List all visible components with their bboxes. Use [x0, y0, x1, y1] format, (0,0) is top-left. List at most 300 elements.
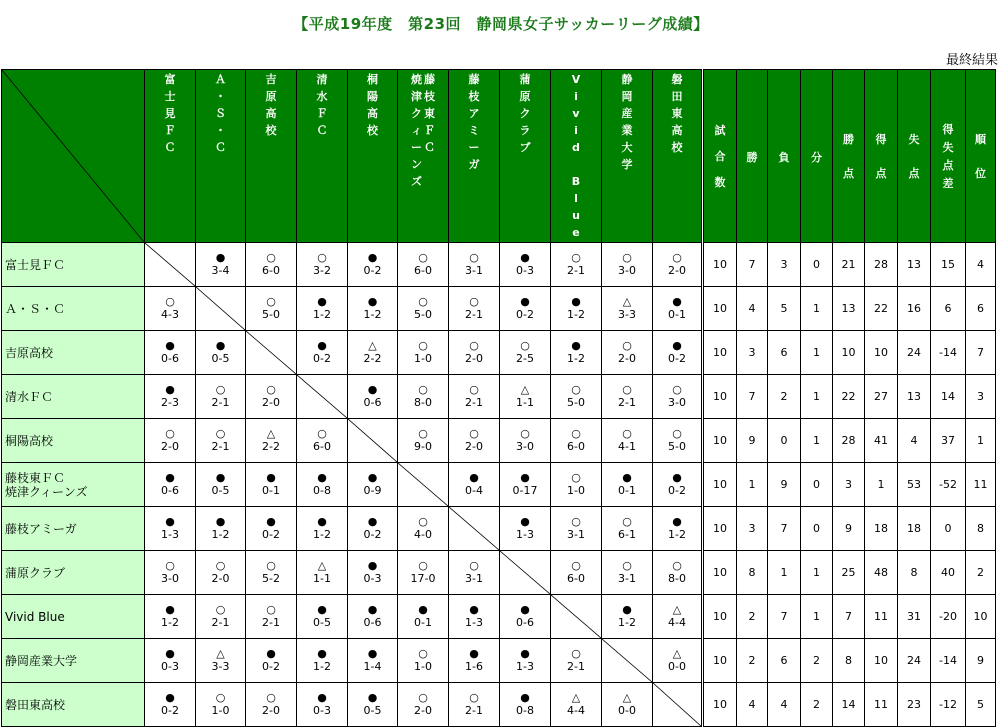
column-header [246, 70, 297, 243]
result-cell [449, 551, 500, 595]
result-cell [145, 507, 196, 551]
result-score: 0-2 [262, 528, 280, 541]
result-symbol: ○ [672, 559, 682, 572]
result-score: 1-0 [567, 484, 585, 497]
stat-cell: 7 [737, 243, 768, 287]
result-symbol: ● [266, 471, 276, 484]
result-cell [348, 331, 398, 375]
result-score: 0-5 [211, 352, 230, 365]
stat-cell: 0 [931, 507, 966, 551]
corner-cell [2, 70, 145, 243]
column-header [348, 70, 398, 243]
result-score: 2-1 [567, 660, 585, 673]
result-score: 9-0 [414, 440, 432, 453]
result-symbol: ● [165, 647, 175, 660]
team-name-cell [2, 375, 145, 419]
result-symbol: ● [165, 603, 175, 616]
result-score: 4-3 [161, 308, 179, 321]
result-symbol: ● [469, 603, 479, 616]
stat-header [898, 70, 931, 243]
result-score: 0-2 [363, 528, 382, 541]
stat-cell: 40 [931, 551, 966, 595]
stat-cell: 24 [898, 331, 931, 375]
stat-cell: 10 [966, 595, 996, 639]
team-name: 焼津クィーンズ [5, 484, 88, 499]
stat-cell: 7 [966, 331, 996, 375]
result-score: 0-0 [668, 660, 686, 673]
stat-cell: -20 [931, 595, 966, 639]
stat-cell: 0 [801, 243, 833, 287]
stat-cell: 48 [865, 551, 898, 595]
result-cell [145, 463, 196, 507]
result-cell [449, 419, 500, 463]
result-score: 1-2 [313, 528, 331, 541]
stat-cell: 53 [898, 463, 931, 507]
result-cell [551, 551, 602, 595]
result-score: 1-0 [211, 704, 230, 717]
result-symbol: ○ [469, 251, 479, 264]
stat-cell: 14 [833, 683, 865, 727]
result-score: 0-3 [161, 660, 179, 673]
column-header-label: 藤 枝 ア ミ ー ガ [468, 73, 480, 171]
result-cell [398, 243, 449, 287]
result-score: 4-4 [567, 704, 585, 717]
result-cell [551, 243, 602, 287]
result-score: 3-3 [618, 308, 636, 321]
result-symbol: ● [367, 471, 378, 484]
result-score: 0-6 [363, 396, 382, 409]
stat-cell: 0 [801, 463, 833, 507]
result-symbol: ○ [418, 427, 428, 440]
result-cell [449, 287, 500, 331]
column-header [297, 70, 348, 243]
result-score: 3-0 [516, 440, 534, 453]
result-symbol: ● [367, 691, 378, 704]
result-cell [348, 551, 398, 595]
stat-cell: -14 [931, 639, 966, 683]
stat-header [737, 70, 768, 243]
stat-cell: 11 [865, 595, 898, 639]
column-header-label: V i v i d B l u e [571, 73, 581, 239]
stat-cell: 5 [768, 287, 801, 331]
result-cell [246, 463, 297, 507]
result-cell [449, 331, 500, 375]
result-symbol: △ [672, 603, 682, 616]
result-cell [196, 639, 246, 683]
stat-cell: 10 [703, 551, 737, 595]
result-cell [348, 375, 398, 419]
result-symbol: ● [571, 295, 581, 308]
stat-cell: 10 [703, 683, 737, 727]
table-row [2, 243, 996, 287]
result-cell [196, 683, 246, 727]
stat-cell: 7 [833, 595, 865, 639]
stat-header [966, 70, 996, 243]
table-row [2, 683, 996, 727]
table-row [2, 375, 996, 419]
result-symbol: ○ [418, 339, 428, 352]
stat-header-label: 負 [778, 150, 790, 164]
result-score: 0-1 [414, 616, 432, 629]
result-cell [398, 595, 449, 639]
result-score: 0-3 [313, 704, 331, 717]
column-header-label: 静 岡 産 業 大 学 [621, 73, 633, 171]
stat-cell: 15 [931, 243, 966, 287]
stat-cell: -12 [931, 683, 966, 727]
result-symbol: ○ [571, 647, 581, 660]
stat-cell: 6 [768, 639, 801, 683]
stat-cell: -52 [931, 463, 966, 507]
result-score: 5-0 [262, 308, 280, 321]
stat-cell: 1 [865, 463, 898, 507]
result-score: 0-1 [262, 484, 280, 497]
diagonal-cell [500, 551, 551, 595]
result-symbol: ○ [266, 383, 276, 396]
result-score: 2-0 [465, 352, 483, 365]
result-cell [602, 331, 653, 375]
final-results-label: 最終結果 [945, 53, 998, 68]
result-score: 1-3 [161, 528, 179, 541]
result-cell [297, 595, 348, 639]
stat-cell: 37 [931, 419, 966, 463]
result-score: 2-3 [161, 396, 179, 409]
result-symbol: ○ [469, 559, 479, 572]
diagonal-cell [602, 639, 653, 683]
result-symbol: ○ [418, 691, 428, 704]
result-score: 5-0 [414, 308, 432, 321]
stat-cell: 10 [703, 243, 737, 287]
table-row [2, 595, 996, 639]
stat-cell: 10 [833, 331, 865, 375]
stat-cell: 9 [737, 419, 768, 463]
stat-cell: 6 [966, 287, 996, 331]
result-score: 2-2 [262, 440, 280, 453]
result-symbol: ● [317, 515, 327, 528]
team-name-cell [2, 419, 145, 463]
stat-cell: 1 [801, 419, 833, 463]
result-cell [398, 331, 449, 375]
table-row [2, 331, 996, 375]
result-cell [602, 463, 653, 507]
result-score: 2-0 [161, 440, 179, 453]
stat-cell: -14 [931, 331, 966, 375]
result-symbol: ○ [469, 295, 479, 308]
result-symbol: ○ [215, 603, 226, 616]
result-cell [348, 287, 398, 331]
team-name: 清水ＦＣ [5, 389, 54, 404]
result-symbol: ● [215, 515, 226, 528]
stat-cell: 8 [833, 639, 865, 683]
stat-cell: 21 [833, 243, 865, 287]
stat-header-label: 順 位 [975, 133, 986, 180]
result-symbol: ● [520, 515, 530, 528]
result-symbol: ● [317, 647, 327, 660]
team-name-cell [2, 595, 145, 639]
result-cell [398, 551, 449, 595]
result-score: 2-0 [414, 704, 432, 717]
result-cell [196, 551, 246, 595]
result-symbol: ● [367, 383, 378, 396]
stat-cell: 31 [898, 595, 931, 639]
stat-cell: 1 [966, 419, 996, 463]
result-cell [196, 463, 246, 507]
result-score: 6-0 [567, 572, 585, 585]
stat-cell: 6 [931, 287, 966, 331]
stat-cell: 1 [801, 287, 833, 331]
result-symbol: ○ [571, 471, 581, 484]
result-symbol: ● [317, 471, 327, 484]
team-name: 磐田東高校 [5, 697, 66, 712]
result-cell [348, 595, 398, 639]
result-cell [653, 463, 703, 507]
result-symbol: ● [469, 647, 479, 660]
stat-cell: 2 [737, 595, 768, 639]
stat-cell: 10 [703, 287, 737, 331]
team-name-cell [2, 639, 145, 683]
result-cell [145, 419, 196, 463]
stat-cell: 10 [703, 331, 737, 375]
stat-cell: 22 [833, 375, 865, 419]
result-symbol: ○ [418, 383, 428, 396]
stat-header-label: 勝 点 [843, 133, 854, 180]
result-symbol: ○ [672, 251, 682, 264]
result-cell [297, 287, 348, 331]
team-name-cell [2, 243, 145, 287]
stat-cell: 28 [833, 419, 865, 463]
diagonal-cell [551, 595, 602, 639]
result-cell [196, 507, 246, 551]
result-symbol: ● [520, 251, 530, 264]
result-cell [602, 287, 653, 331]
stat-cell: 2 [737, 639, 768, 683]
column-header-label: 桐 陽 高 校 [367, 73, 378, 137]
result-symbol: ○ [622, 515, 632, 528]
result-symbol: ● [418, 603, 428, 616]
result-cell [551, 331, 602, 375]
result-score: 4-0 [414, 528, 432, 541]
result-score: 6-0 [313, 440, 331, 453]
result-cell [145, 331, 196, 375]
diagonal-cell [196, 287, 246, 331]
result-cell [297, 331, 348, 375]
result-symbol: ● [367, 251, 378, 264]
stat-header-label: 試 合 数 [714, 124, 726, 189]
table-row [2, 551, 996, 595]
table-row [2, 463, 996, 507]
stat-cell: 25 [833, 551, 865, 595]
result-symbol: ● [266, 647, 276, 660]
result-score: 2-1 [211, 440, 230, 453]
result-score: 0-17 [512, 484, 538, 497]
result-score: 1-3 [516, 660, 534, 673]
result-score: 3-1 [567, 528, 585, 541]
result-score: 1-2 [363, 308, 382, 321]
result-score: 1-2 [567, 308, 585, 321]
stat-cell: 1 [801, 375, 833, 419]
result-symbol: ○ [165, 427, 175, 440]
result-cell [398, 419, 449, 463]
team-name: Ａ・Ｓ・Ｃ [5, 301, 66, 316]
result-score: 1-2 [567, 352, 585, 365]
diagonal-cell [398, 463, 449, 507]
result-score: 0-5 [211, 484, 230, 497]
result-cell [551, 507, 602, 551]
result-cell [348, 243, 398, 287]
stat-cell: 3 [966, 375, 996, 419]
result-symbol: ○ [571, 251, 581, 264]
result-cell [449, 243, 500, 287]
result-symbol: ● [317, 603, 327, 616]
result-score: 0-1 [668, 308, 686, 321]
result-symbol: ● [672, 471, 682, 484]
stat-cell: 13 [898, 243, 931, 287]
result-cell [196, 243, 246, 287]
result-symbol: ○ [165, 559, 175, 572]
result-score: 6-1 [618, 528, 636, 541]
stat-cell: 22 [865, 287, 898, 331]
result-score: 3-2 [313, 264, 331, 277]
result-cell [196, 419, 246, 463]
result-cell [246, 595, 297, 639]
team-name: 静岡産業大学 [5, 653, 78, 668]
stat-cell: 13 [833, 287, 865, 331]
team-name: 吉原高校 [5, 345, 54, 360]
result-symbol: ● [266, 515, 276, 528]
result-symbol: ○ [622, 383, 632, 396]
result-symbol: ○ [418, 515, 428, 528]
result-symbol: ○ [266, 295, 276, 308]
result-symbol: △ [672, 647, 682, 660]
stat-header [865, 70, 898, 243]
result-cell [246, 683, 297, 727]
result-score: 0-6 [363, 616, 382, 629]
result-symbol: ● [165, 383, 175, 396]
table-row [2, 639, 996, 683]
table-row [2, 507, 996, 551]
stat-header [801, 70, 833, 243]
result-symbol: ● [367, 603, 378, 616]
result-symbol: ○ [215, 427, 226, 440]
result-cell [297, 507, 348, 551]
result-cell [602, 375, 653, 419]
result-symbol: ○ [266, 251, 276, 264]
stat-cell: 8 [737, 551, 768, 595]
result-score: 3-1 [618, 572, 636, 585]
result-symbol: ● [317, 339, 327, 352]
diagonal-cell [297, 375, 348, 419]
result-symbol: ○ [469, 427, 479, 440]
result-score: 1-1 [313, 572, 331, 585]
stat-cell: 3 [768, 243, 801, 287]
column-header-label: 焼 津 ク ィ ー ン ズ [411, 73, 422, 188]
result-score: 0-2 [668, 352, 686, 365]
column-header [653, 70, 703, 243]
column-header-label: 蒲 原 ク ラ ブ [519, 73, 531, 154]
stat-cell: 3 [737, 331, 768, 375]
result-symbol: ○ [571, 515, 581, 528]
result-symbol: ● [165, 691, 175, 704]
stat-cell: 24 [898, 639, 931, 683]
result-symbol: ○ [571, 383, 581, 396]
stat-cell: 10 [703, 507, 737, 551]
column-header-label: 清 水 Ｆ Ｃ [316, 73, 328, 137]
result-cell [500, 507, 551, 551]
stat-cell: 1 [768, 551, 801, 595]
result-symbol: ● [520, 295, 530, 308]
result-cell [145, 639, 196, 683]
result-score: 0-3 [363, 572, 382, 585]
result-symbol: △ [571, 691, 581, 704]
result-score: 2-0 [262, 704, 280, 717]
result-cell [348, 639, 398, 683]
result-cell [297, 243, 348, 287]
result-score: 2-1 [465, 308, 483, 321]
stat-cell: 0 [801, 507, 833, 551]
result-score: 2-1 [465, 704, 483, 717]
column-header [500, 70, 551, 243]
result-cell [602, 243, 653, 287]
result-score: 0-6 [516, 616, 534, 629]
result-symbol: ● [672, 295, 682, 308]
result-score: 0-1 [618, 484, 636, 497]
result-cell [602, 419, 653, 463]
result-cell [449, 375, 500, 419]
stat-cell: 2 [801, 639, 833, 683]
stat-cell: 41 [865, 419, 898, 463]
stat-header-label: 得 点 [875, 133, 887, 180]
result-symbol: ○ [418, 647, 428, 660]
stat-cell: 4 [898, 419, 931, 463]
result-cell [551, 375, 602, 419]
result-symbol: ● [165, 471, 175, 484]
column-header [398, 70, 449, 243]
result-cell [145, 375, 196, 419]
result-cell [246, 419, 297, 463]
result-cell [196, 595, 246, 639]
result-symbol: ● [469, 471, 479, 484]
result-symbol: ● [520, 647, 530, 660]
stat-cell: 18 [898, 507, 931, 551]
diagonal-cell [348, 419, 398, 463]
stat-cell: 2 [768, 375, 801, 419]
result-score: 1-3 [516, 528, 534, 541]
result-score: 0-5 [313, 616, 331, 629]
result-score: 0-6 [161, 352, 179, 365]
result-score: 0-8 [516, 704, 534, 717]
result-symbol: ○ [317, 427, 327, 440]
diagonal-cell [246, 331, 297, 375]
result-score: 8-0 [414, 396, 432, 409]
result-score: 0-9 [363, 484, 382, 497]
column-header-label: Ａ ・ Ｓ ・ Ｃ [215, 73, 226, 154]
result-score: 5-0 [668, 440, 686, 453]
result-cell [348, 683, 398, 727]
stat-cell: 7 [768, 595, 801, 639]
result-cell [500, 331, 551, 375]
stat-cell: 2 [966, 551, 996, 595]
stat-cell: 1 [801, 595, 833, 639]
result-score: 2-1 [211, 616, 230, 629]
column-header [551, 70, 602, 243]
result-symbol: ● [672, 339, 682, 352]
result-cell [449, 683, 500, 727]
result-cell [602, 683, 653, 727]
result-symbol: ○ [266, 559, 276, 572]
stat-cell: 10 [703, 639, 737, 683]
stat-cell: 4 [966, 243, 996, 287]
result-symbol: ○ [469, 339, 479, 352]
result-symbol: ● [165, 339, 175, 352]
